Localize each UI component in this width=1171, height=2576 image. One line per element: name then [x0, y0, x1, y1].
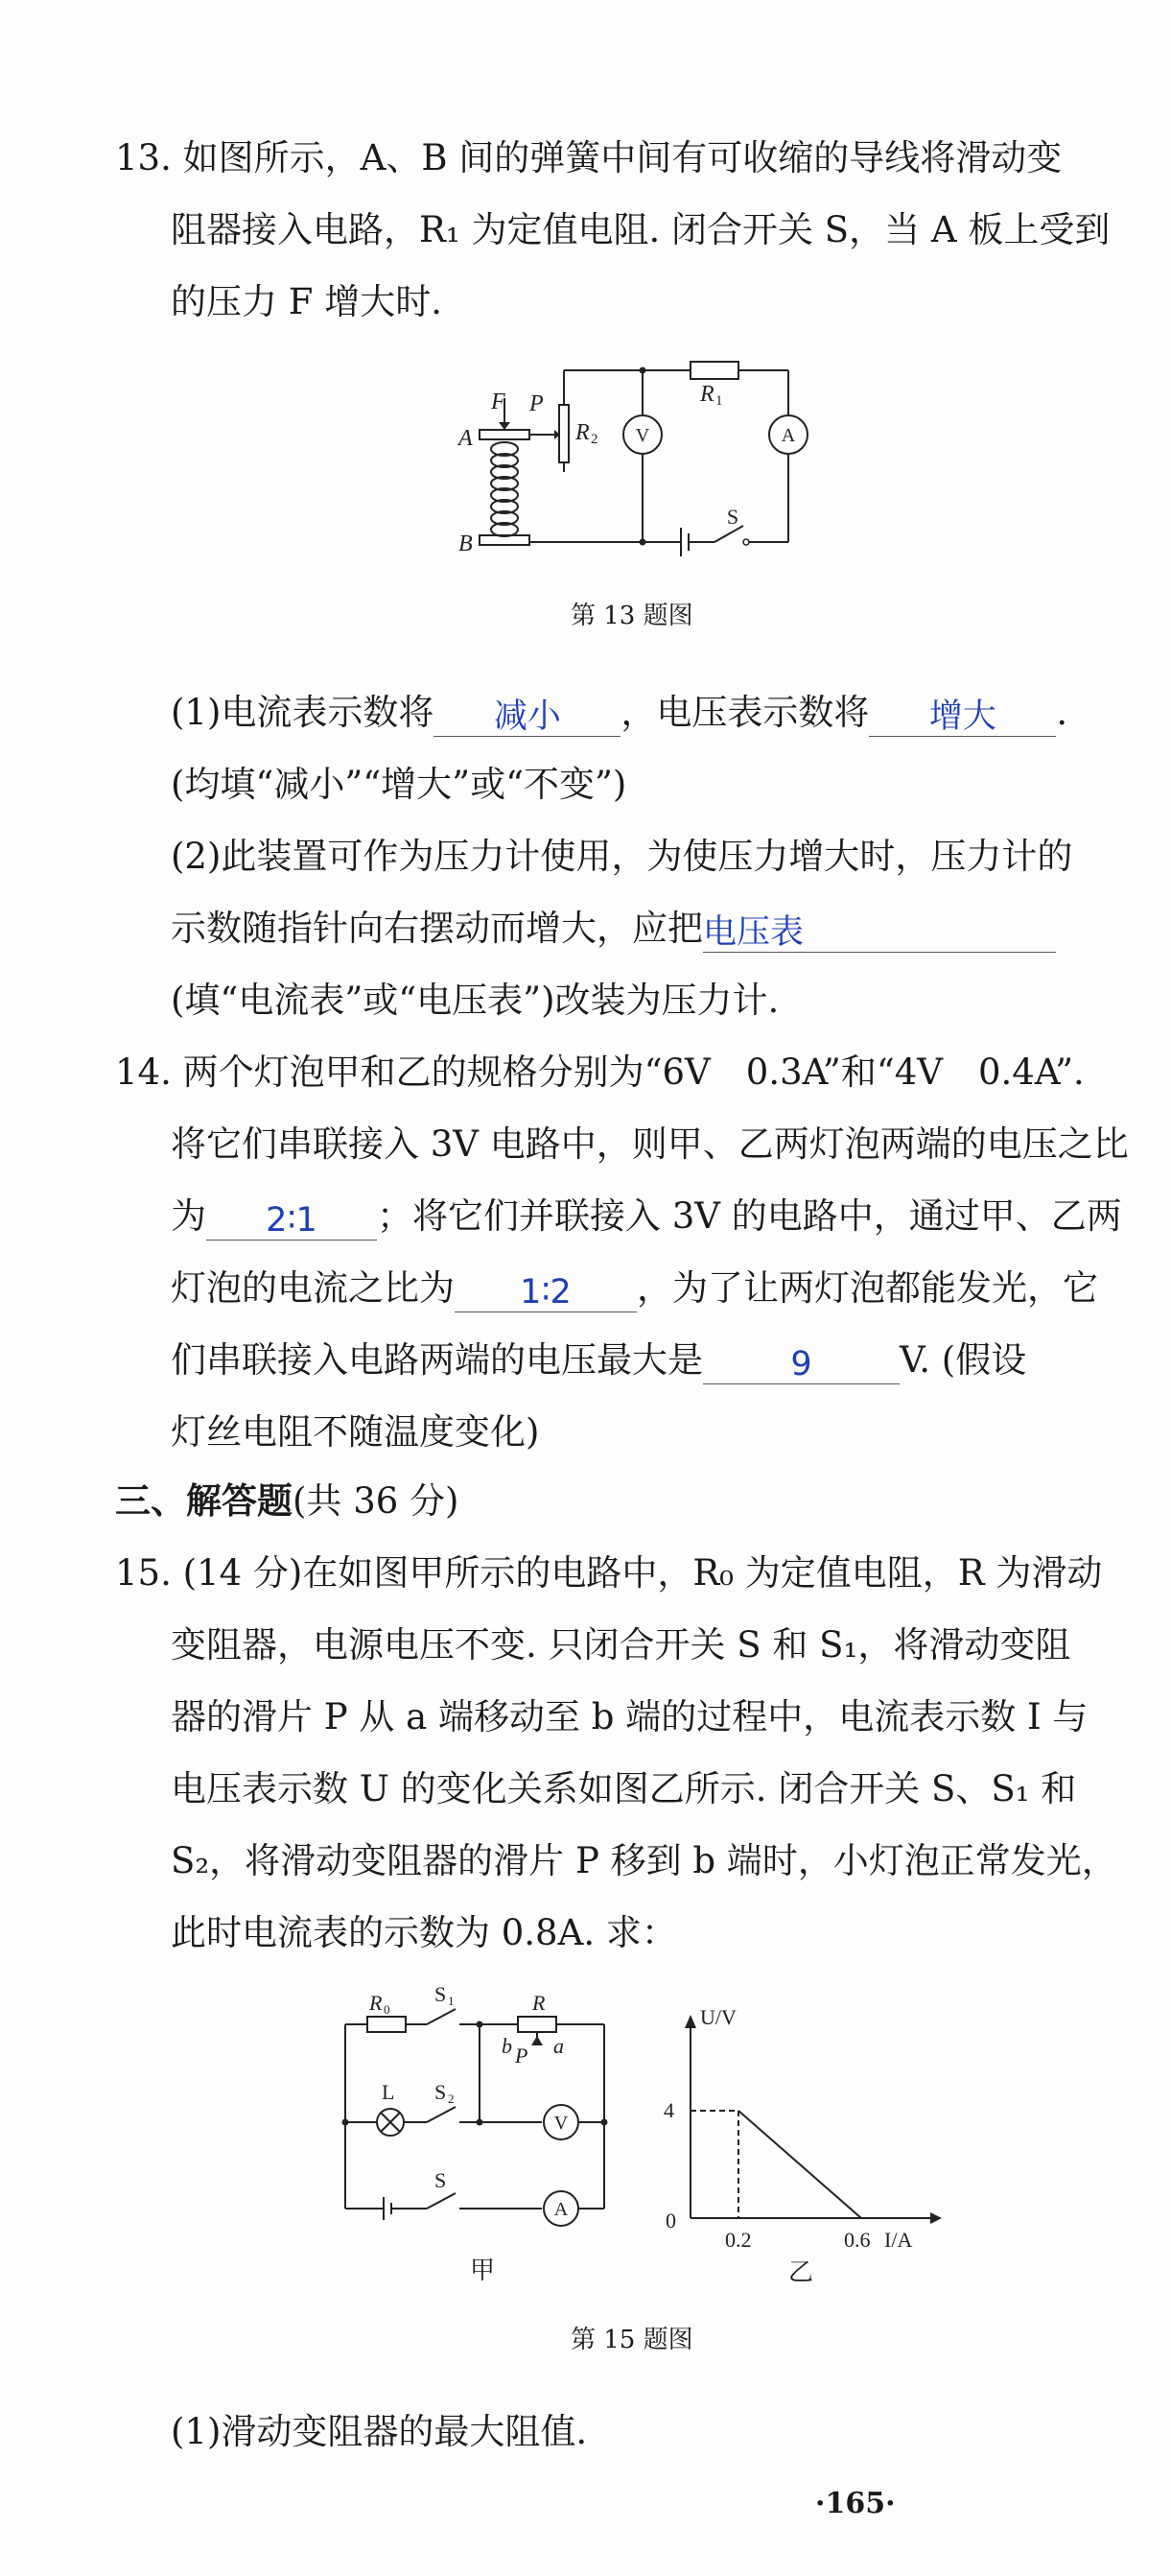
q13-part1-end: . [1056, 692, 1068, 733]
q15-circuit-diagram-jia [331, 1986, 619, 2245]
q13-part1-note: (均填“减小”“增大”或“不变”) [171, 764, 627, 805]
label-S: S [434, 2168, 447, 2192]
label-S1: S [434, 1986, 447, 2006]
q13-blank-3 [703, 908, 1056, 953]
q14-answer-1: 2∶1 [266, 1201, 317, 1240]
q15-line-2: 变阻器，电源电压不变. 只闭合开关 S 和 S₁，将滑动变阻 [171, 1624, 1071, 1666]
label-B: B [458, 532, 473, 556]
q14-line-5-pre: 们串联接入电路两端的电压最大是 [171, 1339, 703, 1381]
label-R0: R [369, 1991, 383, 2015]
switch-label-S: S [726, 505, 739, 529]
label-P: P [529, 391, 544, 416]
q13-part2-line-3: (填“电流表”或“电压表”)改装为压力计. [171, 980, 780, 1021]
section-heading [115, 1477, 458, 1525]
label-S2: S [434, 2080, 447, 2104]
q13-circuit-diagram [441, 345, 844, 576]
q13-part2-line-2 [171, 905, 1056, 953]
q13-part1-text: (1)电流表示数将 [171, 692, 434, 733]
figure-yi-name: 乙 [788, 2258, 814, 2287]
label-L: L [382, 2080, 395, 2104]
q15-line-4: 电压表示数 U 的变化关系如图乙所示. 闭合开关 S、S₁ 和 [171, 1768, 1077, 1809]
section-note: (共 36 分) [293, 1480, 459, 1522]
graph-origin: 0 [666, 2209, 676, 2233]
label-R2: R [575, 420, 590, 445]
label-S2-sub: 2 [448, 2092, 455, 2106]
label-R1-sub: 1 [715, 393, 723, 409]
q13-part2-line-1: (2)此装置可作为压力计使用，为使压力增大时，压力计的 [171, 836, 1073, 877]
q13-blank-1 [433, 692, 621, 737]
graph-ytick-4: 4 [664, 2098, 674, 2122]
label-b: b [502, 2034, 512, 2058]
label-F: F [491, 390, 505, 414]
q14-answer-2: 1∶2 [520, 1273, 572, 1312]
q14-line-2: 将它们串联接入 3V 电路中，则甲、乙两灯泡两端的电压之比 [171, 1123, 1129, 1165]
q14-blank-2 [455, 1267, 637, 1312]
label-S1-sub: 1 [448, 1994, 455, 2008]
label-a: a [553, 2034, 564, 2058]
q15-line-1: 15. (14 分)在如图甲所示的电路中，R₀ 为定值电阻，R 为滑动 [115, 1552, 1103, 1594]
graph-xtick-0: 0.2 [725, 2228, 752, 2252]
q13-part2-text: 示数随指针向右摆动而增大，应把 [171, 908, 703, 949]
q14-line-3-post: ；将它们并联接入 3V 的电路中，通过甲、乙两 [377, 1195, 1122, 1237]
q13-answer-3: 电压表 [703, 913, 805, 952]
q14-line-1: 14. 两个灯泡甲和乙的规格分别为“6V 0.3A”和“4V 0.4A”. [115, 1052, 1085, 1093]
label-R0-sub: 0 [384, 2002, 390, 2017]
graph-ylabel: U/V [700, 2005, 737, 2029]
q13-answer-1: 减小 [493, 697, 561, 736]
q14-line-5 [171, 1336, 1026, 1384]
graph-xlabel: I/A [884, 2228, 913, 2252]
q15-line-3: 器的滑片 P 从 a 端移动至 b 端的过程中，电流表示数 I 与 [171, 1696, 1089, 1737]
q14-answer-3: 9 [790, 1345, 812, 1383]
q14-blank-1 [206, 1195, 377, 1241]
q14-blank-3 [703, 1339, 900, 1384]
q13-part1 [171, 689, 1067, 737]
q14-line-5-post: V. (假设 [900, 1339, 1027, 1381]
q14-line-4-pre: 灯泡的电流之比为 [171, 1267, 455, 1309]
q15-part1: (1)滑动变阻器的最大阻值. [171, 2411, 588, 2452]
q13-part1-mid: ，电压表示数将 [621, 692, 870, 733]
q13-blank-2 [869, 692, 1056, 737]
q13-answer-2: 增大 [928, 697, 996, 736]
q15-line-5: S₂，将滑动变阻器的滑片 P 移到 b 端时，小灯泡正常发光， [171, 1840, 1117, 1881]
q13-line-3: 的压力 F 增大时. [171, 281, 442, 322]
q15-line-6: 此时电流表的示数为 0.8A. 求： [171, 1912, 677, 1953]
label-P: P [515, 2044, 528, 2068]
q14-line-3 [171, 1193, 1122, 1241]
ammeter-label: A [553, 2199, 569, 2220]
q14-line-4 [171, 1264, 1098, 1312]
q15-graph-yi [662, 2005, 949, 2264]
figure-jia-name: 甲 [470, 2257, 496, 2285]
page-number: ·165· [815, 2487, 896, 2520]
voltmeter-label: V [553, 2113, 569, 2134]
q14-line-6: 灯丝电阻不随温度变化) [171, 1411, 540, 1453]
label-R2-sub: 2 [591, 432, 598, 447]
graph-xtick-1: 0.6 [844, 2228, 871, 2252]
section-title: 三、解答题 [115, 1480, 293, 1522]
label-R: R [532, 1991, 546, 2015]
ammeter-label: A [781, 425, 796, 446]
q15-figure-caption: 第 15 题图 [571, 2326, 693, 2354]
q13-line-2: 阻器接入电路，R₁ 为定值电阻. 闭合开关 S，当 A 板上受到 [171, 209, 1111, 250]
q14-line-3-pre: 为 [171, 1195, 206, 1237]
voltmeter-label: V [635, 425, 650, 446]
label-R1: R [700, 382, 714, 407]
q14-line-4-post: ，为了让两灯泡都能发光，它 [637, 1267, 1098, 1309]
q13-line-1: 13. 如图所示，A、B 间的弹簧中间有可收缩的导线将滑动变 [115, 137, 1063, 178]
label-A: A [458, 426, 473, 451]
q13-figure-caption: 第 13 题图 [571, 602, 693, 630]
